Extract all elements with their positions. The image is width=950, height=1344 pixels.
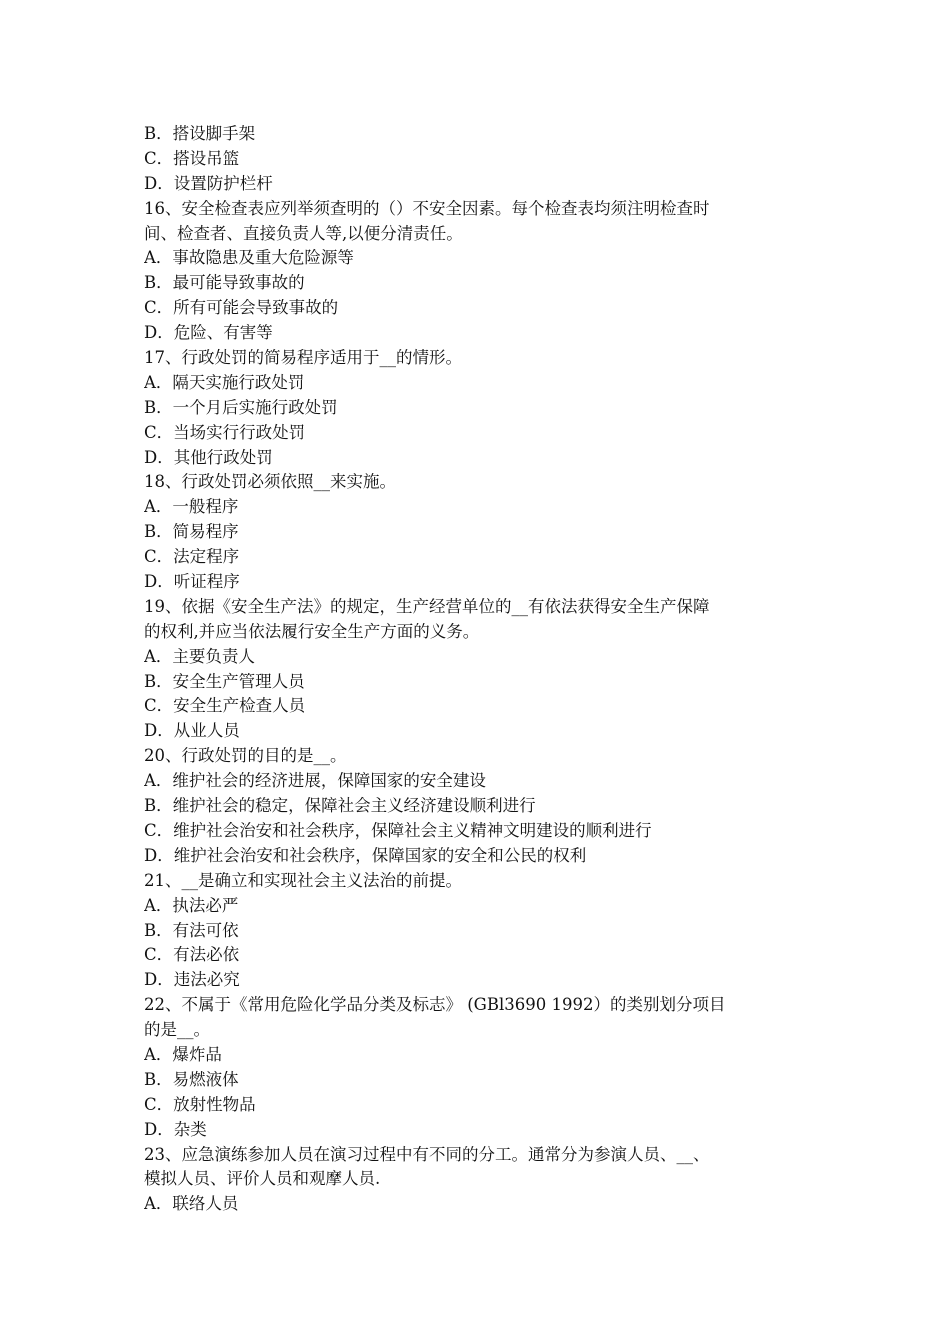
question-22-cont: 的是__。	[144, 1020, 210, 1040]
question-18: 18、行政处罚必须依照__来实施。	[144, 472, 396, 492]
question-16-cont: 间、检查者、直接负责人等,以便分清责任。	[144, 223, 463, 243]
q22-option-d: D．杂类	[144, 1119, 207, 1139]
q16-option-d: D．危险、有害等	[144, 323, 273, 343]
question-20: 20、行政处罚的目的是__。	[144, 746, 347, 766]
question-21: 21、__是确立和实现社会主义法治的前提。	[144, 870, 462, 890]
q20-option-d: D．维护社会治安和社会秩序，保障国家的安全和公民的权利	[144, 845, 587, 865]
q21-option-a: A．执法必严	[144, 895, 239, 915]
question-23-cont: 模拟人员、评价人员和观摩人员.	[144, 1169, 381, 1189]
q17-option-a: A．隔天实施行政处罚	[144, 372, 305, 392]
q22-option-b: B．易燃液体	[144, 1069, 239, 1089]
q21-option-b: B．有法可依	[144, 920, 239, 940]
q20-option-c: C．维护社会治安和社会秩序，保障社会主义精神文明建设的顺利进行	[144, 820, 652, 840]
question-16: 16、安全检查表应列举须查明的（）不安全因素。每个检查表均须注明检查时	[144, 198, 710, 218]
q23-option-a: A．联络人员	[144, 1194, 239, 1214]
question-22: 22、不属于《常用危险化学品分类及标志》 (GBl3690 1992）的类别划分项目	[144, 995, 726, 1015]
q18-option-c: C．法定程序	[144, 547, 240, 567]
q19-option-b: B．安全生产管理人员	[144, 671, 305, 691]
q18-option-b: B．简易程序	[144, 522, 239, 542]
q19-option-c: C．安全生产检查人员	[144, 696, 306, 716]
q18-option-a: A．一般程序	[144, 497, 239, 517]
q22-option-a: A．爆炸品	[144, 1044, 222, 1064]
question-17: 17、行政处罚的简易程序适用于__的情形。	[144, 348, 462, 368]
q20-option-b: B．维护社会的稳定，保障社会主义经济建设顺利进行	[144, 796, 536, 816]
question-19: 19、依据《安全生产法》的规定，生产经营单位的__有依法获得安全生产保障	[144, 596, 710, 616]
q22-option-c: C．放射性物品	[144, 1094, 256, 1114]
q21-option-d: D．违法必究	[144, 970, 240, 990]
q16-option-c: C．所有可能会导致事故的	[144, 298, 339, 318]
question-23: 23、应急演练参加人员在演习过程中有不同的分工。通常分为参演人员、__、	[144, 1144, 710, 1164]
q17-option-b: B．一个月后实施行政处罚	[144, 397, 338, 417]
q19-option-d: D．从业人员	[144, 721, 240, 741]
q17-option-c: C．当场实行行政处罚	[144, 422, 306, 442]
q16-option-b: B．最可能导致事故的	[144, 273, 305, 293]
option-d: D．设置防护栏杆	[144, 173, 273, 193]
question-19-cont: 的权利,并应当依法履行安全生产方面的义务。	[144, 621, 480, 641]
q17-option-d: D．其他行政处罚	[144, 447, 273, 467]
q19-option-a: A．主要负责人	[144, 646, 255, 666]
option-b: B．搭设脚手架	[144, 124, 256, 143]
q16-option-a: A．事故隐患及重大危险源等	[144, 248, 354, 268]
option-c: C．搭设吊篮	[144, 148, 240, 168]
document-body	[144, 122, 814, 1217]
q20-option-a: A．维护社会的经济进展，保障国家的安全建设	[144, 771, 486, 791]
q21-option-c: C．有法必依	[144, 945, 240, 965]
q18-option-d: D．听证程序	[144, 572, 240, 592]
